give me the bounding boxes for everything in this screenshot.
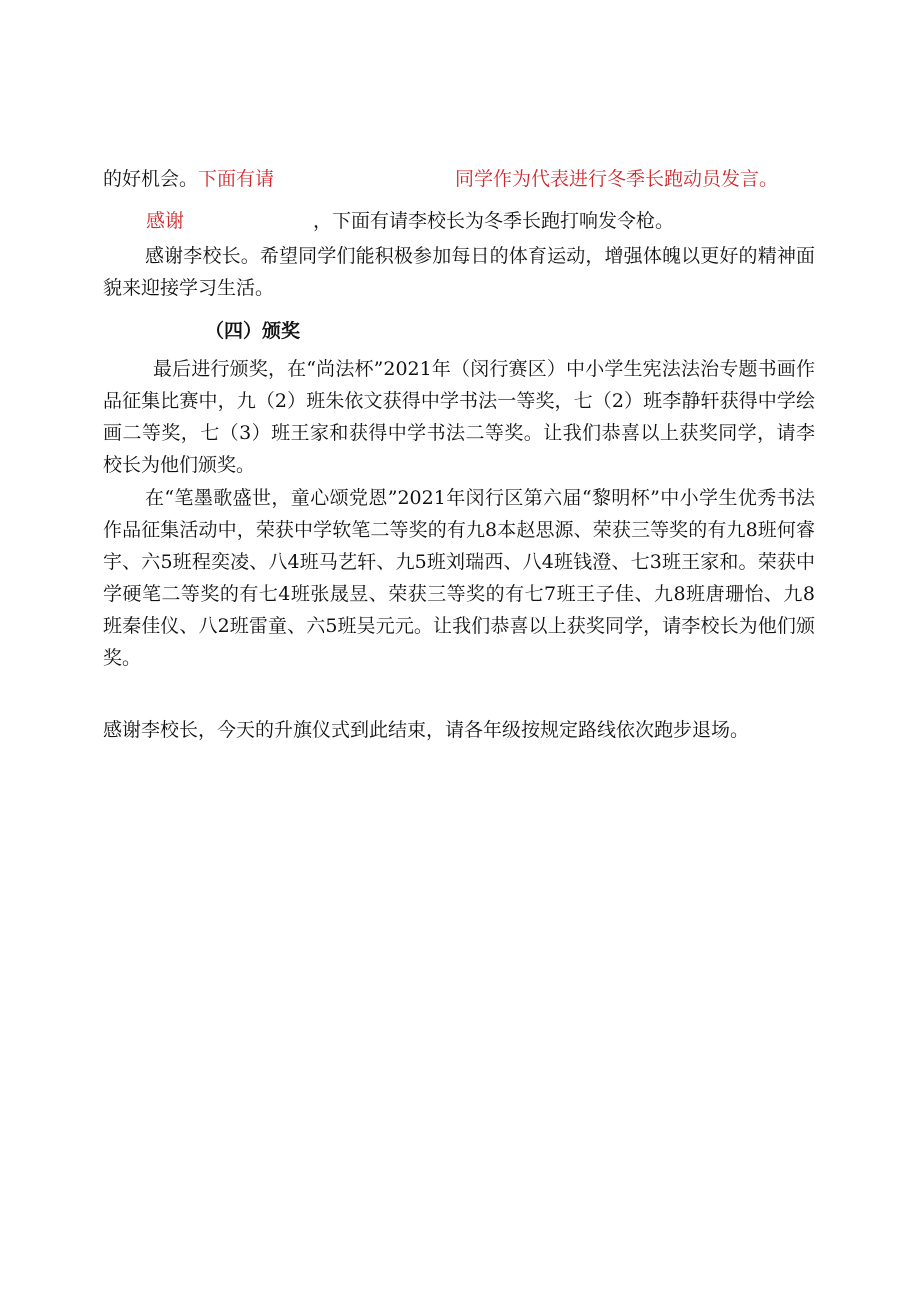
intro-red-part1: 下面有请	[198, 168, 275, 190]
award-paragraph-2: 在“笔墨歌盛世，童心颂党恩”2021年闵行区第六届“黎明杯”中小学生优秀书法作品征集活动中，荣获中学软笔二等奖的有九8本赵思源、荣获三等奖的有九8班何睿宇、六5班程奕凌、八4班马艺轩、九5班刘瑞西、八4班钱澄、七3班王家和。荣获中学硬笔二等奖的有七4班张晟昱、荣获三等奖的有七7班王子佳、九8班唐珊怡、九8班秦佳仪、八2班雷童、六5班吴元元。让我们恭喜以上获奖同学，请李校长为他们颁奖。	[103, 487, 815, 669]
intro-line	[103, 166, 274, 192]
section-heading: （四）颁奖	[205, 320, 301, 342]
thanks-red-part: 感谢	[146, 210, 185, 232]
thanks-rest: ，下面有请李校长为冬季长跑打响发令枪。	[313, 210, 675, 232]
intro-prefix: 的好机会。	[103, 168, 199, 190]
closing-line: 感谢李校长，今天的升旗仪式到此结束，请各年级按规定路线依次跑步退场。	[103, 719, 750, 741]
award-paragraph-1: 最后进行颁奖，在“尚法杯”2021年（闵行赛区）中小学生宪法法治专题书画作品征集比赛中，九（2）班朱依文获得中学书法一等奖，七（2）班李静轩获得中学绘画二等奖，七（3）班王家和获得中学书法二等奖。让我们恭喜以上获奖同学，请李校长为他们颁奖。	[103, 358, 815, 476]
intro-red-part2: 同学作为代表进行冬季长跑动员发言。	[455, 168, 779, 190]
exercise-paragraph: 感谢李校长。希望同学们能积极参加每日的体育运动，增强体魄以更好的精神面貌来迎接学习生活。	[103, 245, 815, 299]
